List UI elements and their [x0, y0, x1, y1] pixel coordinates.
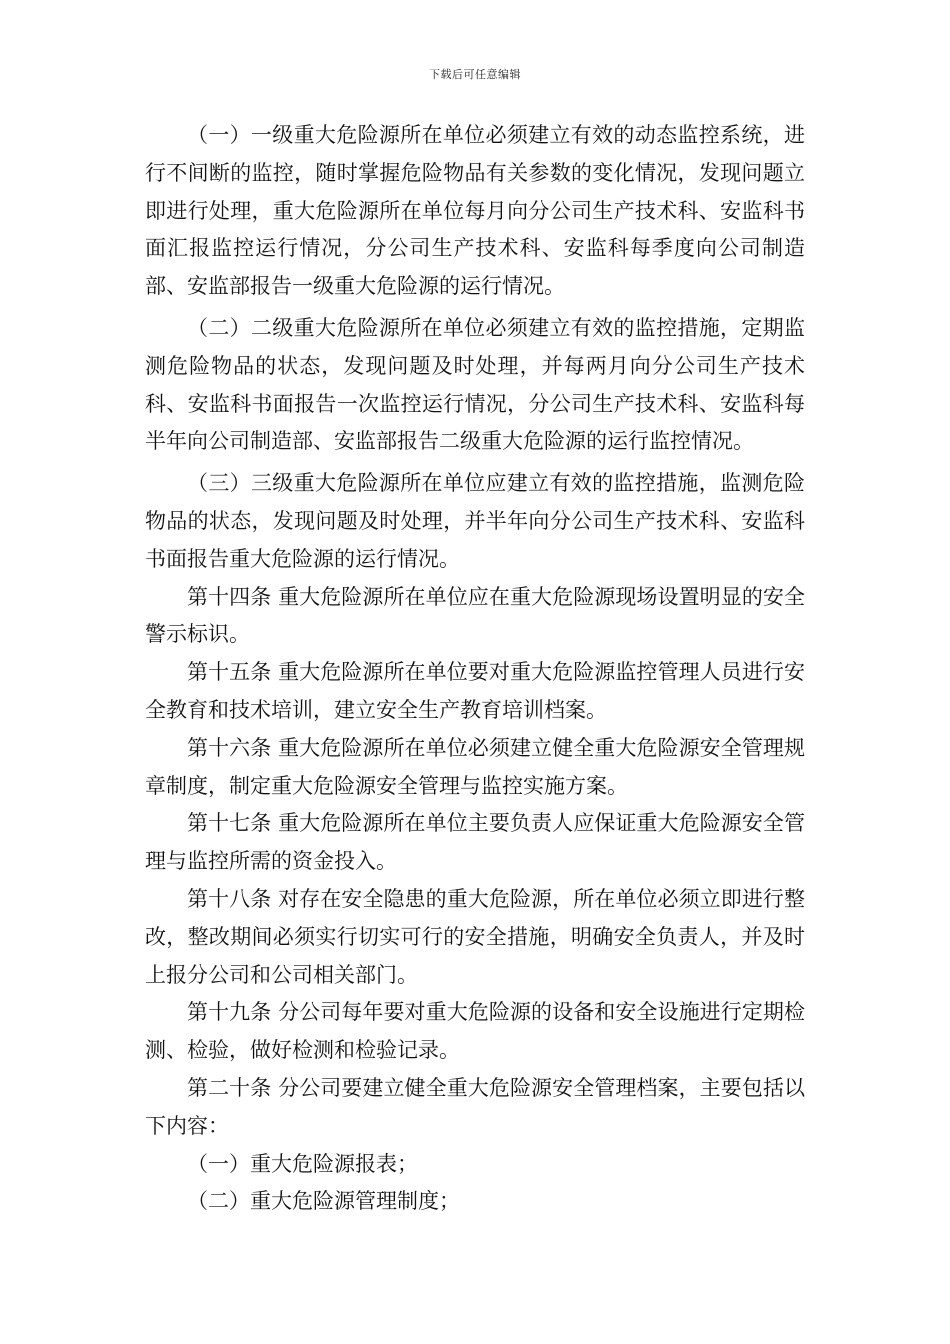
list-item-report-form: （一）重大危险源报表；: [187, 1151, 418, 1176]
list-item-management-rules: （二）重大危险源管理制度；: [187, 1189, 460, 1214]
paragraph-article-19: 第十九条 分公司每年要对重大危险源的设备和安全设施进行定期检测、检验，做好检测和检验记录。: [145, 1000, 805, 1063]
paragraph-level-two-monitoring: （二）二级重大危险源所在单位必须建立有效的监控措施，定期监测危险物品的状态，发现问题及时处理，并每两月向分公司生产技术科、安监科书面报告一次监控运行情况，分公司生产技术科、安监科每半年向公司制造部、安监部报告二级重大危险源的运行监控情况。: [145, 315, 805, 454]
paragraph-article-20: 第二十条 分公司要建立健全重大危险源安全管理档案，主要包括以下内容：: [145, 1075, 805, 1138]
paragraph-article-15: 第十五条 重大危险源所在单位要对重大危险源监控管理人员进行安全教育和技术培训，建立安全生产教育培训档案。: [145, 660, 805, 722]
paragraph-article-16: 第十六条 重大危险源所在单位必须建立健全重大危险源安全管理规章制度，制定重大危险源安全管理与监控实施方案。: [145, 735, 805, 798]
paragraph-article-14: 第十四条 重大危险源所在单位应在重大危险源现场设置明显的安全警示标识。: [145, 584, 805, 647]
paragraph-article-18: 第十八条 对存在安全隐患的重大危险源，所在单位必须立即进行整改，整改期间必须实行切实可行的安全措施，明确安全负责人，并及时上报分公司和公司相关部门。: [145, 886, 805, 987]
paragraph-level-three-monitoring: （三）三级重大危险源所在单位应建立有效的监控措施，监测危险物品的状态，发现问题及时处理，并半年向分公司生产技术科、安监科书面报告重大危险源的运行情况。: [145, 471, 805, 571]
page-header-note: 下载后可任意编辑: [429, 68, 521, 81]
paragraph-level-one-monitoring: （一）一级重大危险源所在单位必须建立有效的动态监控系统，进行不间断的监控，随时掌握危险物品有关参数的变化情况，发现问题立即进行处理，重大危险源所在单位每月向分公司生产技术科、安监科书面汇报监控运行情况，分公司生产技术科、安监科每季度向公司制造部、安监部报告一级重大危险源的运行情况。: [145, 123, 805, 299]
document-body: [145, 117, 805, 1221]
paragraph-article-17: 第十七条 重大危险源所在单位主要负责人应保证重大危险源安全管理与监控所需的资金投入。: [145, 811, 805, 874]
